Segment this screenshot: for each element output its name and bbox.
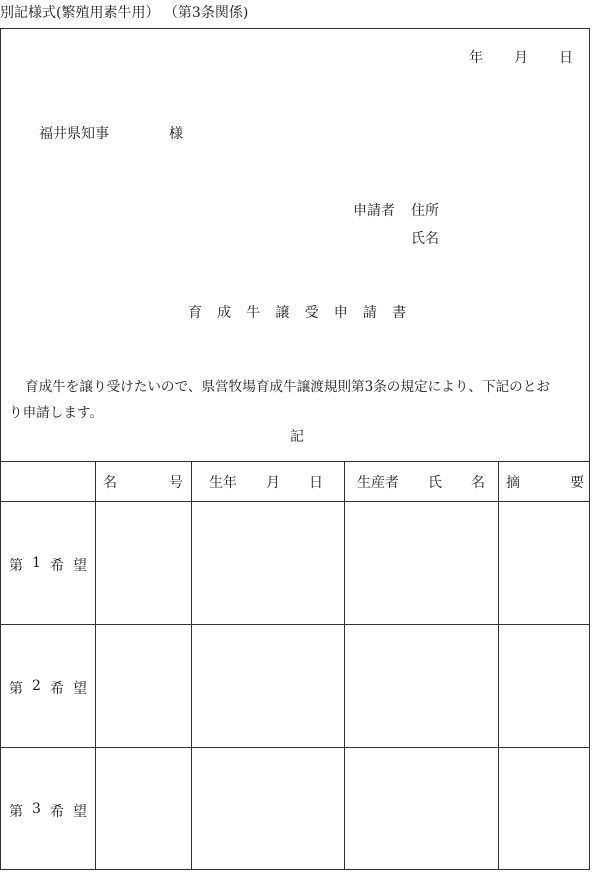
row-label-text: 希 (49, 558, 64, 574)
title-char: 受 (304, 305, 319, 321)
table-header-border (1, 501, 589, 502)
row-label-text: 2 (32, 678, 41, 694)
header-producer-name (357, 472, 485, 492)
applicant-address-label: 住所 (411, 203, 439, 219)
header-remarks (506, 472, 584, 492)
table-top-border (1, 461, 589, 462)
date-month: 月 (514, 50, 528, 66)
header-text: 生産者 (357, 475, 399, 491)
title-char: 請 (362, 305, 377, 321)
title-char: 書 (391, 305, 406, 321)
table-row-border (1, 624, 589, 625)
row-label-text: 3 (32, 801, 41, 817)
row-label-text: 希 (49, 804, 64, 820)
table-row-border (1, 747, 589, 748)
header-text: 要 (570, 475, 584, 491)
header-text: 氏 (428, 475, 442, 491)
document-title (188, 302, 406, 322)
row-label-choice-1 (9, 555, 87, 575)
row-label-text: 望 (72, 804, 87, 820)
header-text: 日 (309, 475, 323, 491)
date-line (469, 47, 573, 67)
row-label-choice-2 (9, 678, 87, 698)
form-heading: 別記様式(繁殖用素牛用） （第3条関係) (0, 5, 249, 21)
applicant-label: 申請者 (353, 203, 395, 219)
title-char: 申 (333, 305, 348, 321)
title-char: 牛 (246, 305, 261, 321)
table-column-border (344, 461, 345, 869)
row-label-text: 第 (9, 558, 23, 574)
header-text: 号 (169, 475, 183, 491)
header-name-number (103, 472, 183, 492)
table-column-border (95, 461, 96, 869)
row-label-text: 第 (9, 804, 23, 820)
header-text: 名 (103, 475, 117, 491)
row-label-text: 第 (9, 681, 23, 697)
table-column-border (498, 461, 499, 869)
row-label-text: 望 (72, 558, 87, 574)
row-label-text: 望 (72, 681, 87, 697)
date-year: 年 (469, 50, 483, 66)
addressee-name: 福井県知事 (39, 126, 109, 142)
header-text: 名 (471, 475, 485, 491)
ki-label: 記 (290, 429, 304, 445)
header-text: 月 (266, 475, 280, 491)
title-char: 育 (188, 305, 202, 321)
body-text-line-1: 育成牛を譲り受けたいので、県営牧場育成牛譲渡規則第3条の規定により、下記のとお (25, 379, 550, 395)
title-char: 譲 (275, 305, 290, 321)
header-birthdate (209, 472, 323, 492)
row-label-choice-3 (9, 801, 87, 821)
title-char: 成 (217, 305, 232, 321)
applicant-name-label: 氏名 (411, 231, 439, 247)
row-label-text: 1 (32, 555, 41, 571)
addressee-honorific: 様 (169, 126, 183, 142)
table-column-border (191, 461, 192, 869)
body-text-line-2: り申請します。 (9, 405, 104, 421)
date-day: 日 (559, 50, 573, 66)
row-label-text: 希 (49, 681, 64, 697)
form-frame (0, 28, 590, 870)
header-text: 生年 (209, 475, 237, 491)
header-text: 摘 (506, 475, 520, 491)
